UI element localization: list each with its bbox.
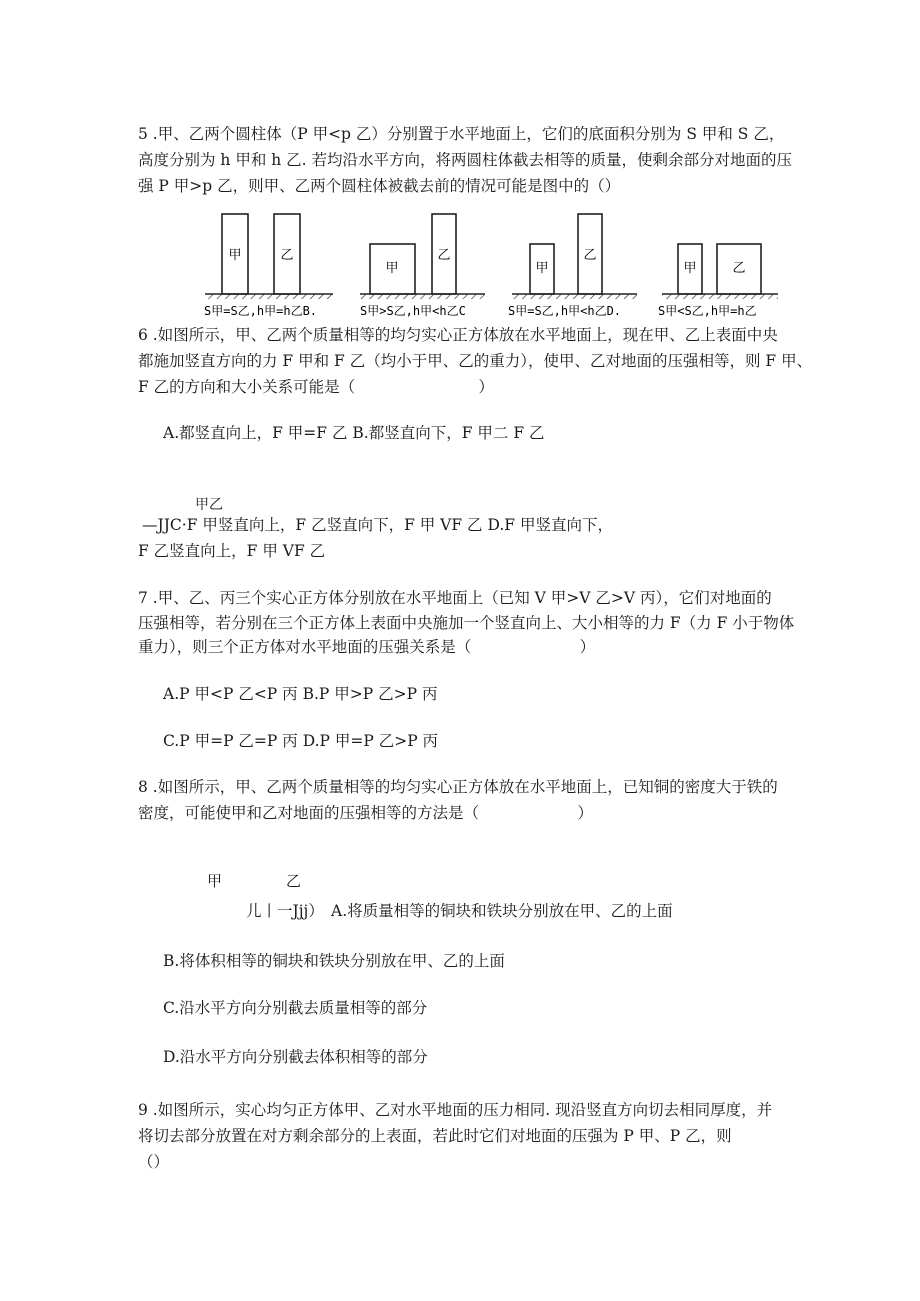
q7-options-ab: A.P 甲<P 乙<P 丙 B.P 甲>P 乙>P 丙	[163, 685, 438, 703]
caption-a: S甲=S乙,h甲=h乙B.	[204, 304, 318, 318]
label-jia-b: 甲	[385, 261, 399, 276]
q7-line-1: 7 .甲、乙、丙三个实心正方体分别放在水平地面上（已知 V 甲>V 乙>V 丙），它们对地面的	[138, 589, 772, 607]
q8-option-a: A.将质量相等的铜块和铁块分别放在甲、乙的上面	[331, 902, 673, 920]
label-yi-d: 乙	[732, 261, 746, 276]
q6-figure-label: 甲乙	[195, 497, 223, 513]
q9-line-1: 9 .如图所示，实心均匀正方体甲、乙对水平地面的压力相同. 现沿竖直方向切去相同厚度，并	[138, 1101, 773, 1119]
q8-line-2: 密度，可能使甲和乙对地面的压强相等的方法是（ ）	[138, 804, 594, 822]
caption-c: S甲=S乙,h甲<h乙D.	[508, 304, 622, 318]
q8-line-1: 8 .如图所示，甲、乙两个质量相等的均匀实心正方体放在水平地面上，已知铜的密度大于铁的	[138, 778, 778, 796]
label-jia-d: 甲	[683, 261, 697, 276]
q5-figure	[200, 205, 790, 323]
q8-figure-garble: 儿丨一Jjj）	[246, 902, 324, 920]
q8-figure-label-yi: 乙	[286, 872, 302, 890]
q6-line-1: 6 .如图所示，甲、乙两个质量相等的均匀实心正方体放在水平地面上，现在甲、乙上表面中央	[138, 326, 778, 344]
q6-line-2: 都施加竖直方向的力 F 甲和 F 乙（均小于甲、乙的重力），使甲、乙对地面的压强相等，则 F 甲、	[138, 352, 813, 370]
q8-figure-label-jia: 甲	[207, 872, 223, 890]
label-yi-a: 乙	[280, 248, 294, 263]
label-jia-c: 甲	[535, 261, 549, 276]
q9-line-3: （）	[138, 1153, 170, 1171]
q6-options-ab: A.都竖直向上，F 甲=F 乙 B.都竖直向下，F 甲二 F 乙	[163, 424, 545, 442]
q5-line-3: 强 P 甲>p 乙，则甲、乙两个圆柱体被截去前的情况可能是图中的（）	[138, 177, 621, 195]
caption-d: S甲<S乙,h甲=h乙	[658, 304, 757, 318]
q5-panel-b	[360, 214, 485, 318]
q5-line-1: 5 .甲、乙两个圆柱体（P 甲<p 乙）分别置于水平地面上，它们的底面积分别为 S 甲和 S 乙，	[138, 125, 785, 143]
label-jia-a: 甲	[228, 248, 242, 263]
q5-panel-d	[658, 244, 778, 318]
q7-line-2: 压强相等，若分别在三个正方体上表面中央施加一个竖直向上、大小相等的力 F（力 F 小于物体	[138, 614, 795, 632]
q9-line-2: 将切去部分放置在对方剩余部分的上表面，若此时它们对地面的压强为 P 甲、P 乙，则	[138, 1127, 732, 1145]
q5-panel-c	[508, 214, 637, 318]
q6-options-cd: —JJC·F 甲竖直向上，F 乙竖直向下，F 甲 VF 乙 D.F 甲竖直向下，	[142, 516, 613, 534]
q8-option-b: B.将体积相等的铜块和铁块分别放在甲、乙的上面	[163, 952, 505, 970]
q7-line-3: 重力），则三个正方体对水平地面的压强关系是（ ）	[138, 638, 596, 656]
q6-options-cd-cont: F 乙竖直向上，F 甲 VF 乙	[138, 542, 326, 560]
q8-option-c: C.沿水平方向分别截去质量相等的部分	[163, 999, 428, 1017]
q7-options-cd: C.P 甲=P 乙=P 丙 D.P 甲=P 乙>P 丙	[163, 732, 439, 750]
q5-line-2: 高度分别为 h 甲和 h 乙. 若均沿水平方向，将两圆柱体截去相等的质量，使剩余部分对地面的压	[138, 151, 793, 169]
label-yi-b: 乙	[437, 248, 451, 263]
q8-option-d: D.沿水平方向分别截去体积相等的部分	[163, 1048, 428, 1066]
label-yi-c: 乙	[583, 248, 597, 263]
q6-line-3: F 乙的方向和大小关系可能是（ ）	[138, 378, 494, 396]
caption-b: S甲>S乙,h甲<h乙C	[360, 304, 466, 318]
q5-panel-a	[204, 214, 333, 318]
